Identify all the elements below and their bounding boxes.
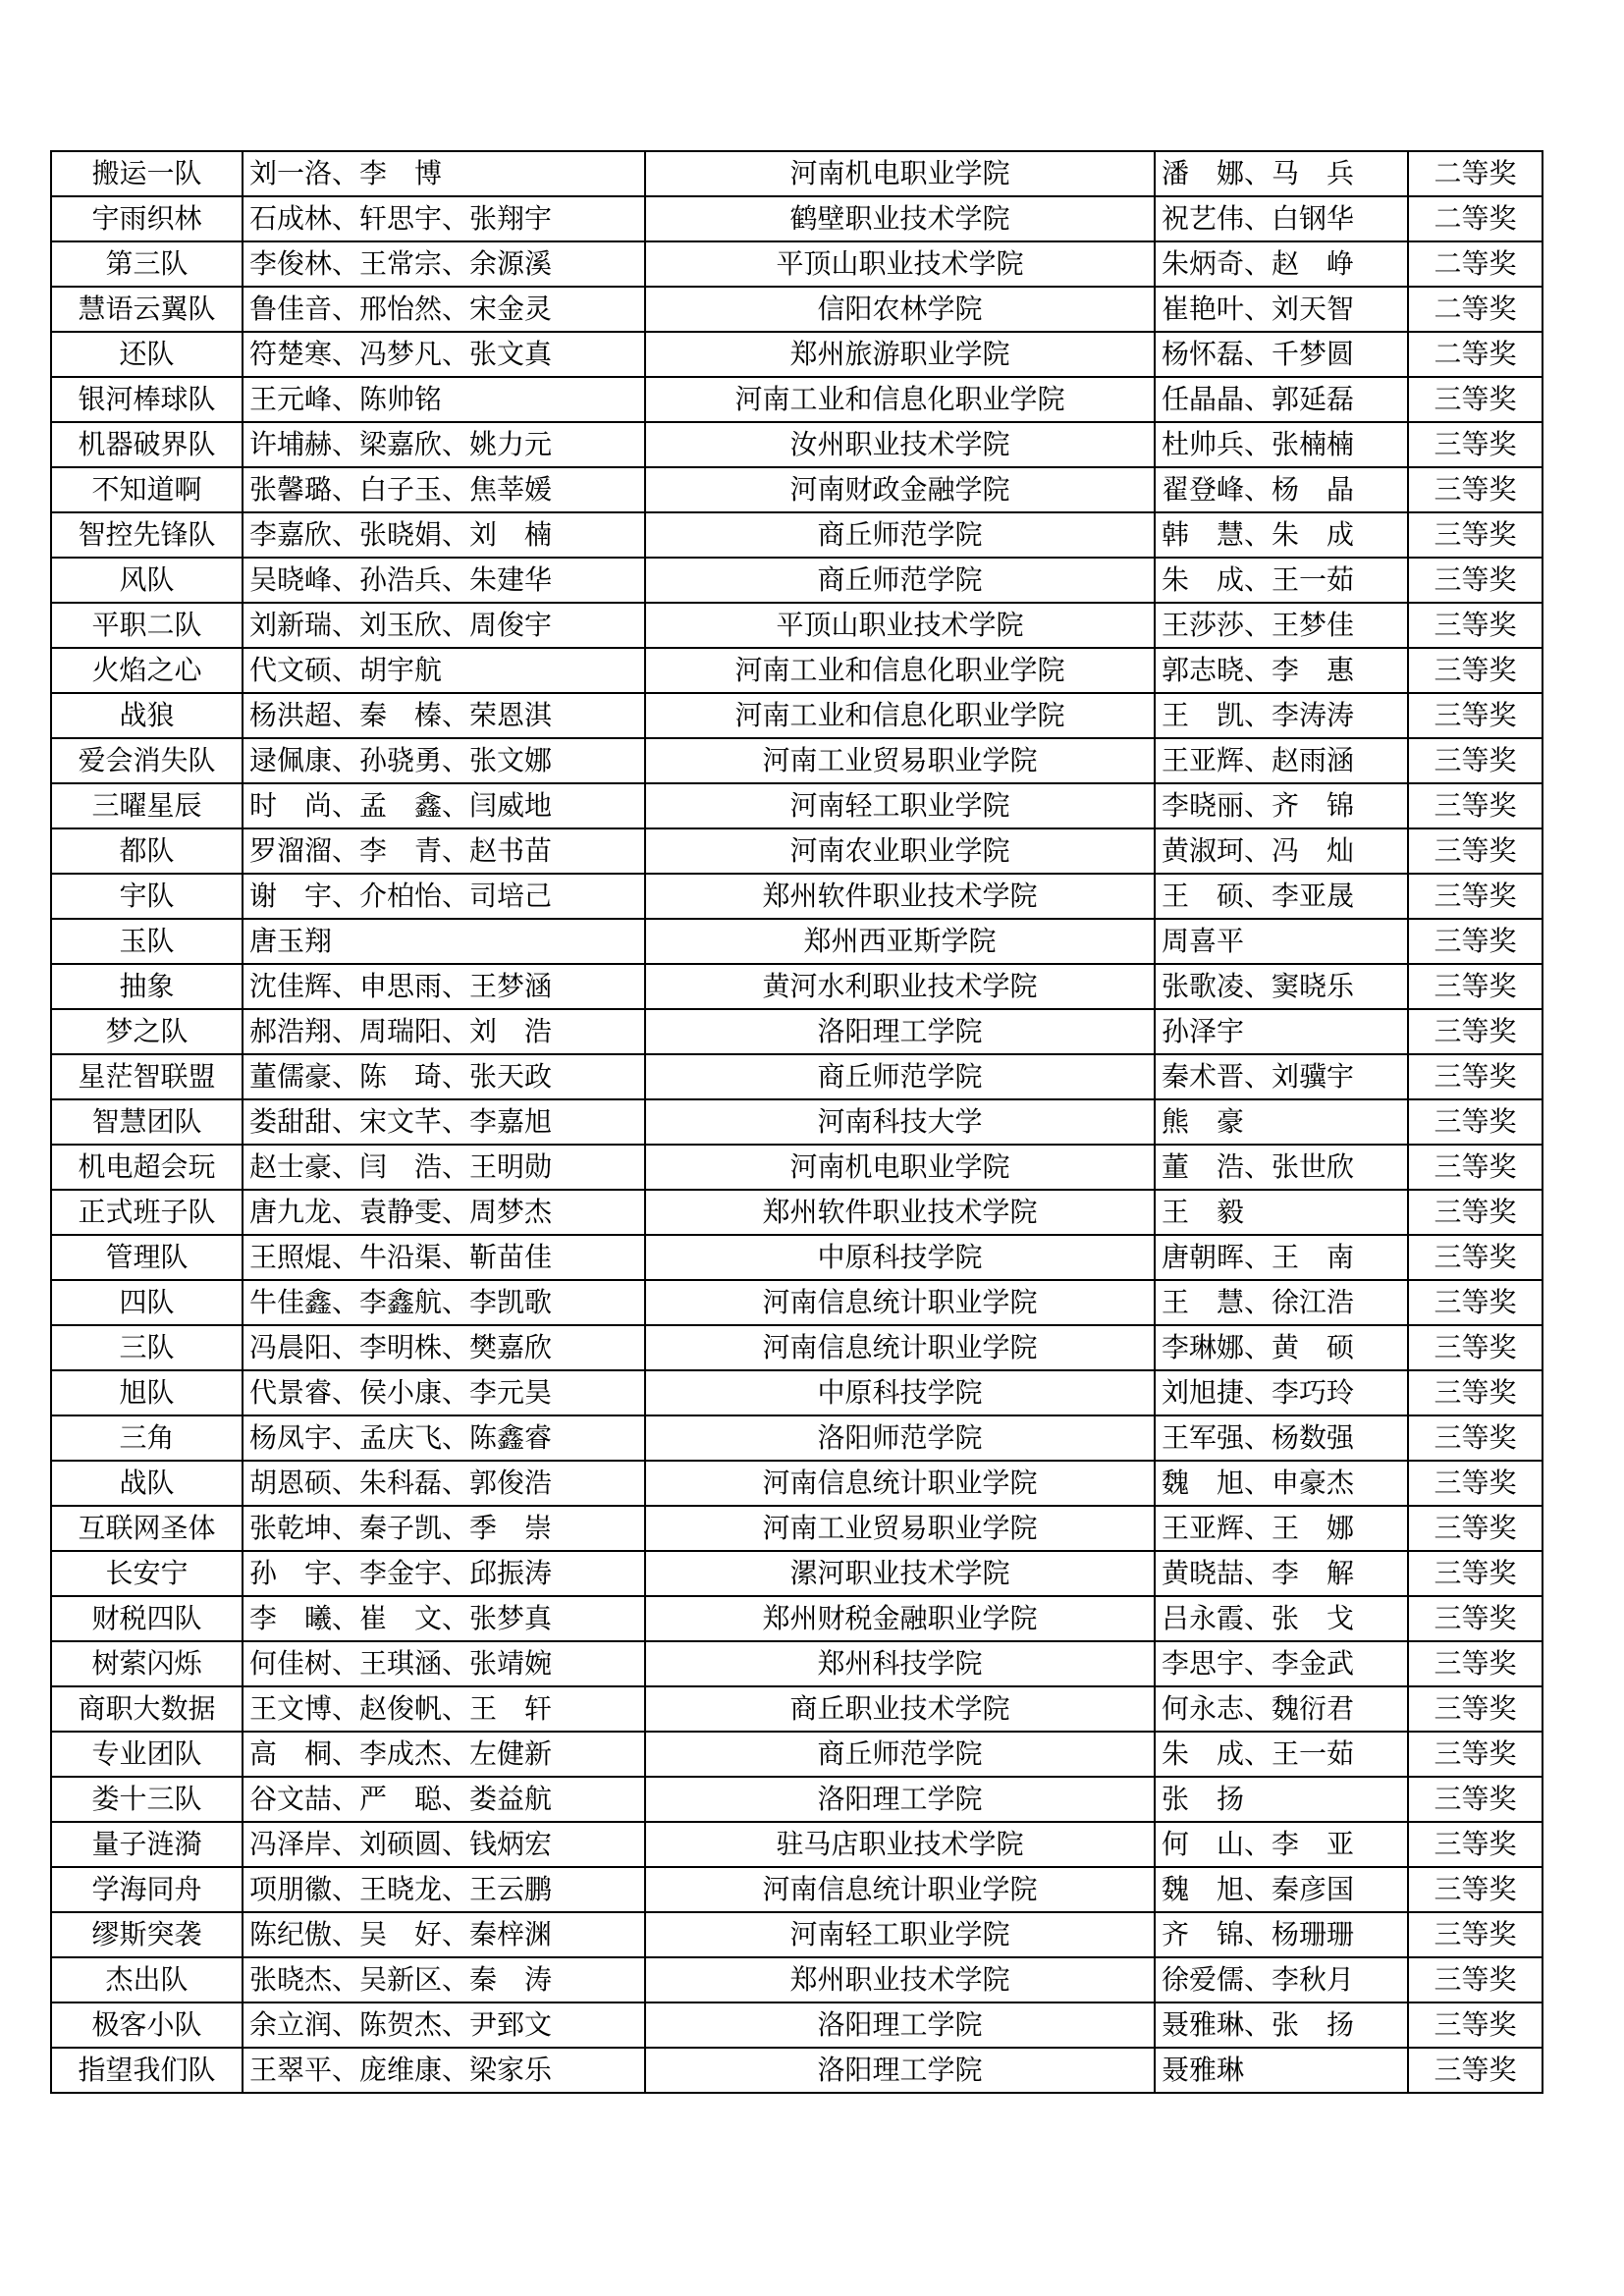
members-cell: 董儒豪、陈 琦、张天政 xyxy=(243,1054,645,1099)
teachers-cell: 杨怀磊、千梦圆 xyxy=(1155,332,1408,377)
school-cell: 河南工业贸易职业学院 xyxy=(645,1506,1155,1551)
teachers-cell: 潘 娜、马 兵 xyxy=(1155,151,1408,196)
team-name-cell: 四队 xyxy=(51,1280,243,1325)
awards-table-body xyxy=(51,151,1543,2093)
members-cell: 赵士豪、闫 浩、王明勋 xyxy=(243,1145,645,1190)
members-cell: 胡恩硕、朱科磊、郭俊浩 xyxy=(243,1461,645,1506)
award-level-cell: 三等奖 xyxy=(1408,1280,1543,1325)
teachers-cell: 王亚辉、王 娜 xyxy=(1155,1506,1408,1551)
award-level-cell: 三等奖 xyxy=(1408,558,1543,603)
members-cell: 杨洪超、秦 榛、荣恩淇 xyxy=(243,693,645,738)
teachers-cell: 董 浩、张世欣 xyxy=(1155,1145,1408,1190)
award-level-cell: 三等奖 xyxy=(1408,964,1543,1009)
awards-table xyxy=(50,150,1543,2094)
members-cell: 谷文喆、严 聪、娄益航 xyxy=(243,1777,645,1822)
award-level-cell: 三等奖 xyxy=(1408,1506,1543,1551)
table-row xyxy=(51,558,1543,603)
table-row xyxy=(51,1415,1543,1461)
members-cell: 何佳树、王琪涵、张靖婉 xyxy=(243,1641,645,1686)
team-name-cell: 学海同舟 xyxy=(51,1867,243,1912)
award-level-cell: 三等奖 xyxy=(1408,874,1543,919)
teachers-cell: 周喜平 xyxy=(1155,919,1408,964)
team-name-cell: 慧语云翼队 xyxy=(51,287,243,332)
award-level-cell: 三等奖 xyxy=(1408,1099,1543,1145)
table-row xyxy=(51,2048,1543,2093)
members-cell: 余立润、陈贺杰、尹郅文 xyxy=(243,2002,645,2048)
table-row xyxy=(51,603,1543,648)
school-cell: 洛阳理工学院 xyxy=(645,1009,1155,1054)
table-row xyxy=(51,467,1543,512)
school-cell: 商丘师范学院 xyxy=(645,1054,1155,1099)
award-level-cell: 三等奖 xyxy=(1408,1822,1543,1867)
members-cell: 时 尚、孟 鑫、闫威地 xyxy=(243,783,645,828)
teachers-cell: 王 毅 xyxy=(1155,1190,1408,1235)
table-row xyxy=(51,919,1543,964)
team-name-cell: 长安宁 xyxy=(51,1551,243,1596)
teachers-cell: 徐爱儒、李秋月 xyxy=(1155,1957,1408,2002)
school-cell: 郑州软件职业技术学院 xyxy=(645,874,1155,919)
team-name-cell: 智控先锋队 xyxy=(51,512,243,558)
school-cell: 河南工业和信息化职业学院 xyxy=(645,377,1155,422)
team-name-cell: 玉队 xyxy=(51,919,243,964)
teachers-cell: 黄晓喆、李 解 xyxy=(1155,1551,1408,1596)
teachers-cell: 熊 豪 xyxy=(1155,1099,1408,1145)
members-cell: 刘一洛、李 博 xyxy=(243,151,645,196)
school-cell: 郑州旅游职业学院 xyxy=(645,332,1155,377)
team-name-cell: 战队 xyxy=(51,1461,243,1506)
table-row xyxy=(51,1145,1543,1190)
members-cell: 罗溜溜、李 青、赵书苗 xyxy=(243,828,645,874)
teachers-cell: 张 扬 xyxy=(1155,1777,1408,1822)
table-row xyxy=(51,1054,1543,1099)
award-level-cell: 三等奖 xyxy=(1408,1551,1543,1596)
team-name-cell: 第三队 xyxy=(51,241,243,287)
members-cell: 娄甜甜、宋文芊、李嘉旭 xyxy=(243,1099,645,1145)
school-cell: 河南财政金融学院 xyxy=(645,467,1155,512)
teachers-cell: 王 硕、李亚晟 xyxy=(1155,874,1408,919)
award-level-cell: 二等奖 xyxy=(1408,241,1543,287)
teachers-cell: 刘旭捷、李巧玲 xyxy=(1155,1370,1408,1415)
table-row xyxy=(51,512,1543,558)
table-row xyxy=(51,1912,1543,1957)
award-level-cell: 三等奖 xyxy=(1408,828,1543,874)
award-level-cell: 三等奖 xyxy=(1408,1867,1543,1912)
team-name-cell: 指望我们队 xyxy=(51,2048,243,2093)
award-level-cell: 三等奖 xyxy=(1408,1145,1543,1190)
award-level-cell: 三等奖 xyxy=(1408,1686,1543,1732)
award-level-cell: 三等奖 xyxy=(1408,1957,1543,2002)
members-cell: 逯佩康、孙骁勇、张文娜 xyxy=(243,738,645,783)
school-cell: 驻马店职业技术学院 xyxy=(645,1822,1155,1867)
award-level-cell: 三等奖 xyxy=(1408,783,1543,828)
teachers-cell: 唐朝晖、王 南 xyxy=(1155,1235,1408,1280)
team-name-cell: 旭队 xyxy=(51,1370,243,1415)
members-cell: 刘新瑞、刘玉欣、周俊宇 xyxy=(243,603,645,648)
teachers-cell: 王军强、杨数强 xyxy=(1155,1415,1408,1461)
table-row xyxy=(51,1732,1543,1777)
team-name-cell: 三角 xyxy=(51,1415,243,1461)
award-level-cell: 三等奖 xyxy=(1408,1009,1543,1054)
teachers-cell: 崔艳叶、刘天智 xyxy=(1155,287,1408,332)
teachers-cell: 齐 锦、杨珊珊 xyxy=(1155,1912,1408,1957)
team-name-cell: 量子涟漪 xyxy=(51,1822,243,1867)
team-name-cell: 正式班子队 xyxy=(51,1190,243,1235)
school-cell: 中原科技学院 xyxy=(645,1370,1155,1415)
table-row xyxy=(51,1280,1543,1325)
members-cell: 冯泽岸、刘硕圆、钱炳宏 xyxy=(243,1822,645,1867)
members-cell: 李 曦、崔 文、张梦真 xyxy=(243,1596,645,1641)
table-row xyxy=(51,241,1543,287)
table-row xyxy=(51,828,1543,874)
members-cell: 代景睿、侯小康、李元昊 xyxy=(243,1370,645,1415)
members-cell: 李俊林、王常宗、余源溪 xyxy=(243,241,645,287)
team-name-cell: 银河棒球队 xyxy=(51,377,243,422)
school-cell: 洛阳理工学院 xyxy=(645,2048,1155,2093)
school-cell: 郑州软件职业技术学院 xyxy=(645,1190,1155,1235)
teachers-cell: 翟登峰、杨 晶 xyxy=(1155,467,1408,512)
members-cell: 石成林、轩思宇、张翔宇 xyxy=(243,196,645,241)
members-cell: 张乾坤、秦子凯、季 崇 xyxy=(243,1506,645,1551)
table-row xyxy=(51,1777,1543,1822)
school-cell: 汝州职业技术学院 xyxy=(645,422,1155,467)
teachers-cell: 郭志晓、李 惠 xyxy=(1155,648,1408,693)
school-cell: 中原科技学院 xyxy=(645,1235,1155,1280)
teachers-cell: 李晓丽、齐 锦 xyxy=(1155,783,1408,828)
table-row xyxy=(51,1867,1543,1912)
award-level-cell: 三等奖 xyxy=(1408,1325,1543,1370)
members-cell: 郝浩翔、周瑞阳、刘 浩 xyxy=(243,1009,645,1054)
school-cell: 商丘师范学院 xyxy=(645,558,1155,603)
team-name-cell: 抽象 xyxy=(51,964,243,1009)
school-cell: 洛阳师范学院 xyxy=(645,1415,1155,1461)
award-level-cell: 三等奖 xyxy=(1408,919,1543,964)
members-cell: 唐九龙、袁静雯、周梦杰 xyxy=(243,1190,645,1235)
award-level-cell: 三等奖 xyxy=(1408,467,1543,512)
teachers-cell: 魏 旭、申豪杰 xyxy=(1155,1461,1408,1506)
teachers-cell: 魏 旭、秦彦国 xyxy=(1155,1867,1408,1912)
members-cell: 李嘉欣、张晓娟、刘 楠 xyxy=(243,512,645,558)
members-cell: 杨凤宇、孟庆飞、陈鑫睿 xyxy=(243,1415,645,1461)
award-level-cell: 三等奖 xyxy=(1408,1732,1543,1777)
school-cell: 漯河职业技术学院 xyxy=(645,1551,1155,1596)
table-row xyxy=(51,1009,1543,1054)
teachers-cell: 秦术晋、刘骥宇 xyxy=(1155,1054,1408,1099)
members-cell: 孙 宇、李金宇、邱振涛 xyxy=(243,1551,645,1596)
team-name-cell: 树萦闪烁 xyxy=(51,1641,243,1686)
table-row xyxy=(51,783,1543,828)
team-name-cell: 三曜星辰 xyxy=(51,783,243,828)
school-cell: 河南科技大学 xyxy=(645,1099,1155,1145)
teachers-cell: 何永志、魏衍君 xyxy=(1155,1686,1408,1732)
award-level-cell: 三等奖 xyxy=(1408,2002,1543,2048)
members-cell: 冯晨阳、李明株、樊嘉欣 xyxy=(243,1325,645,1370)
members-cell: 沈佳辉、申思雨、王梦涵 xyxy=(243,964,645,1009)
team-name-cell: 极客小队 xyxy=(51,2002,243,2048)
teachers-cell: 王 凯、李涛涛 xyxy=(1155,693,1408,738)
school-cell: 洛阳理工学院 xyxy=(645,2002,1155,2048)
members-cell: 王元峰、陈帅铭 xyxy=(243,377,645,422)
team-name-cell: 搬运一队 xyxy=(51,151,243,196)
members-cell: 符楚寒、冯梦凡、张文真 xyxy=(243,332,645,377)
table-row xyxy=(51,874,1543,919)
team-name-cell: 宇队 xyxy=(51,874,243,919)
award-level-cell: 三等奖 xyxy=(1408,1912,1543,1957)
team-name-cell: 火焰之心 xyxy=(51,648,243,693)
team-name-cell: 宇雨织林 xyxy=(51,196,243,241)
table-row xyxy=(51,1551,1543,1596)
team-name-cell: 智慧团队 xyxy=(51,1099,243,1145)
award-level-cell: 二等奖 xyxy=(1408,196,1543,241)
team-name-cell: 娄十三队 xyxy=(51,1777,243,1822)
award-level-cell: 三等奖 xyxy=(1408,1461,1543,1506)
teachers-cell: 吕永霞、张 戈 xyxy=(1155,1596,1408,1641)
members-cell: 项朋徽、王晓龙、王云鹏 xyxy=(243,1867,645,1912)
team-name-cell: 星茫智联盟 xyxy=(51,1054,243,1099)
teachers-cell: 聂雅琳、张 扬 xyxy=(1155,2002,1408,2048)
award-level-cell: 三等奖 xyxy=(1408,1370,1543,1415)
members-cell: 张馨璐、白子玉、焦莘媛 xyxy=(243,467,645,512)
award-level-cell: 三等奖 xyxy=(1408,1641,1543,1686)
table-row xyxy=(51,2002,1543,2048)
school-cell: 河南信息统计职业学院 xyxy=(645,1867,1155,1912)
teachers-cell: 王亚辉、赵雨涵 xyxy=(1155,738,1408,783)
school-cell: 河南信息统计职业学院 xyxy=(645,1325,1155,1370)
school-cell: 河南工业和信息化职业学院 xyxy=(645,693,1155,738)
table-row xyxy=(51,1099,1543,1145)
school-cell: 商丘师范学院 xyxy=(645,1732,1155,1777)
school-cell: 平顶山职业技术学院 xyxy=(645,603,1155,648)
team-name-cell: 平职二队 xyxy=(51,603,243,648)
team-name-cell: 专业团队 xyxy=(51,1732,243,1777)
team-name-cell: 爱会消失队 xyxy=(51,738,243,783)
team-name-cell: 不知道啊 xyxy=(51,467,243,512)
award-level-cell: 二等奖 xyxy=(1408,332,1543,377)
table-row xyxy=(51,196,1543,241)
members-cell: 唐玉翔 xyxy=(243,919,645,964)
team-name-cell: 杰出队 xyxy=(51,1957,243,2002)
teachers-cell: 王 慧、徐江浩 xyxy=(1155,1280,1408,1325)
table-row xyxy=(51,648,1543,693)
members-cell: 代文硕、胡宇航 xyxy=(243,648,645,693)
award-level-cell: 二等奖 xyxy=(1408,287,1543,332)
team-name-cell: 财税四队 xyxy=(51,1596,243,1641)
teachers-cell: 张歌凌、窦晓乐 xyxy=(1155,964,1408,1009)
school-cell: 黄河水利职业技术学院 xyxy=(645,964,1155,1009)
teachers-cell: 杜帅兵、张楠楠 xyxy=(1155,422,1408,467)
team-name-cell: 商职大数据 xyxy=(51,1686,243,1732)
school-cell: 河南农业职业学院 xyxy=(645,828,1155,874)
school-cell: 商丘职业技术学院 xyxy=(645,1686,1155,1732)
award-level-cell: 三等奖 xyxy=(1408,693,1543,738)
teachers-cell: 祝艺伟、白钢华 xyxy=(1155,196,1408,241)
table-row xyxy=(51,1190,1543,1235)
teachers-cell: 李琳娜、黄 硕 xyxy=(1155,1325,1408,1370)
members-cell: 张晓杰、吴新区、秦 涛 xyxy=(243,1957,645,2002)
award-level-cell: 三等奖 xyxy=(1408,1596,1543,1641)
school-cell: 河南信息统计职业学院 xyxy=(645,1461,1155,1506)
award-level-cell: 三等奖 xyxy=(1408,1190,1543,1235)
table-row xyxy=(51,693,1543,738)
table-row xyxy=(51,1957,1543,2002)
teachers-cell: 黄淑珂、冯 灿 xyxy=(1155,828,1408,874)
table-row xyxy=(51,1641,1543,1686)
school-cell: 商丘师范学院 xyxy=(645,512,1155,558)
award-level-cell: 三等奖 xyxy=(1408,648,1543,693)
table-row xyxy=(51,422,1543,467)
school-cell: 郑州职业技术学院 xyxy=(645,1957,1155,2002)
award-level-cell: 三等奖 xyxy=(1408,603,1543,648)
school-cell: 郑州西亚斯学院 xyxy=(645,919,1155,964)
award-level-cell: 三等奖 xyxy=(1408,1777,1543,1822)
teachers-cell: 韩 慧、朱 成 xyxy=(1155,512,1408,558)
team-name-cell: 风队 xyxy=(51,558,243,603)
school-cell: 河南轻工职业学院 xyxy=(645,783,1155,828)
school-cell: 河南机电职业学院 xyxy=(645,151,1155,196)
school-cell: 信阳农林学院 xyxy=(645,287,1155,332)
members-cell: 陈纪傲、吴 好、秦梓渊 xyxy=(243,1912,645,1957)
table-row xyxy=(51,1686,1543,1732)
school-cell: 河南机电职业学院 xyxy=(645,1145,1155,1190)
school-cell: 河南信息统计职业学院 xyxy=(645,1280,1155,1325)
award-level-cell: 二等奖 xyxy=(1408,151,1543,196)
table-row xyxy=(51,377,1543,422)
members-cell: 牛佳鑫、李鑫航、李凯歌 xyxy=(243,1280,645,1325)
award-level-cell: 三等奖 xyxy=(1408,377,1543,422)
school-cell: 鹤壁职业技术学院 xyxy=(645,196,1155,241)
members-cell: 王文博、赵俊帆、王 轩 xyxy=(243,1686,645,1732)
members-cell: 许埔赫、梁嘉欣、姚力元 xyxy=(243,422,645,467)
table-row xyxy=(51,1235,1543,1280)
teachers-cell: 朱炳奇、赵 峥 xyxy=(1155,241,1408,287)
table-row xyxy=(51,1822,1543,1867)
school-cell: 河南工业贸易职业学院 xyxy=(645,738,1155,783)
teachers-cell: 孙泽宇 xyxy=(1155,1009,1408,1054)
table-row xyxy=(51,1370,1543,1415)
members-cell: 谢 宇、介柏怡、司培己 xyxy=(243,874,645,919)
school-cell: 郑州科技学院 xyxy=(645,1641,1155,1686)
members-cell: 吴晓峰、孙浩兵、朱建华 xyxy=(243,558,645,603)
award-level-cell: 三等奖 xyxy=(1408,1054,1543,1099)
teachers-cell: 何 山、李 亚 xyxy=(1155,1822,1408,1867)
award-level-cell: 三等奖 xyxy=(1408,512,1543,558)
table-row xyxy=(51,1325,1543,1370)
teachers-cell: 王莎莎、王梦佳 xyxy=(1155,603,1408,648)
school-cell: 郑州财税金融职业学院 xyxy=(645,1596,1155,1641)
team-name-cell: 三队 xyxy=(51,1325,243,1370)
team-name-cell: 梦之队 xyxy=(51,1009,243,1054)
teachers-cell: 朱 成、王一茹 xyxy=(1155,1732,1408,1777)
members-cell: 高 桐、李成杰、左健新 xyxy=(243,1732,645,1777)
team-name-cell: 管理队 xyxy=(51,1235,243,1280)
table-row xyxy=(51,964,1543,1009)
table-row xyxy=(51,151,1543,196)
team-name-cell: 机电超会玩 xyxy=(51,1145,243,1190)
team-name-cell: 还队 xyxy=(51,332,243,377)
teachers-cell: 聂雅琳 xyxy=(1155,2048,1408,2093)
school-cell: 河南轻工职业学院 xyxy=(645,1912,1155,1957)
table-row xyxy=(51,1461,1543,1506)
school-cell: 平顶山职业技术学院 xyxy=(645,241,1155,287)
teachers-cell: 朱 成、王一茹 xyxy=(1155,558,1408,603)
team-name-cell: 互联网圣体 xyxy=(51,1506,243,1551)
team-name-cell: 缪斯突袭 xyxy=(51,1912,243,1957)
award-level-cell: 三等奖 xyxy=(1408,738,1543,783)
members-cell: 王照焜、牛沿渠、靳苗佳 xyxy=(243,1235,645,1280)
table-row xyxy=(51,738,1543,783)
table-row xyxy=(51,1506,1543,1551)
award-level-cell: 三等奖 xyxy=(1408,2048,1543,2093)
award-level-cell: 三等奖 xyxy=(1408,1235,1543,1280)
school-cell: 洛阳理工学院 xyxy=(645,1777,1155,1822)
members-cell: 王翠平、庞维康、梁家乐 xyxy=(243,2048,645,2093)
teachers-cell: 李思宇、李金武 xyxy=(1155,1641,1408,1686)
teachers-cell: 任晶晶、郭延磊 xyxy=(1155,377,1408,422)
award-level-cell: 三等奖 xyxy=(1408,422,1543,467)
school-cell: 河南工业和信息化职业学院 xyxy=(645,648,1155,693)
table-row xyxy=(51,332,1543,377)
members-cell: 鲁佳音、邢怡然、宋金灵 xyxy=(243,287,645,332)
table-row xyxy=(51,287,1543,332)
award-level-cell: 三等奖 xyxy=(1408,1415,1543,1461)
table-row xyxy=(51,1596,1543,1641)
team-name-cell: 机器破界队 xyxy=(51,422,243,467)
team-name-cell: 都队 xyxy=(51,828,243,874)
team-name-cell: 战狼 xyxy=(51,693,243,738)
